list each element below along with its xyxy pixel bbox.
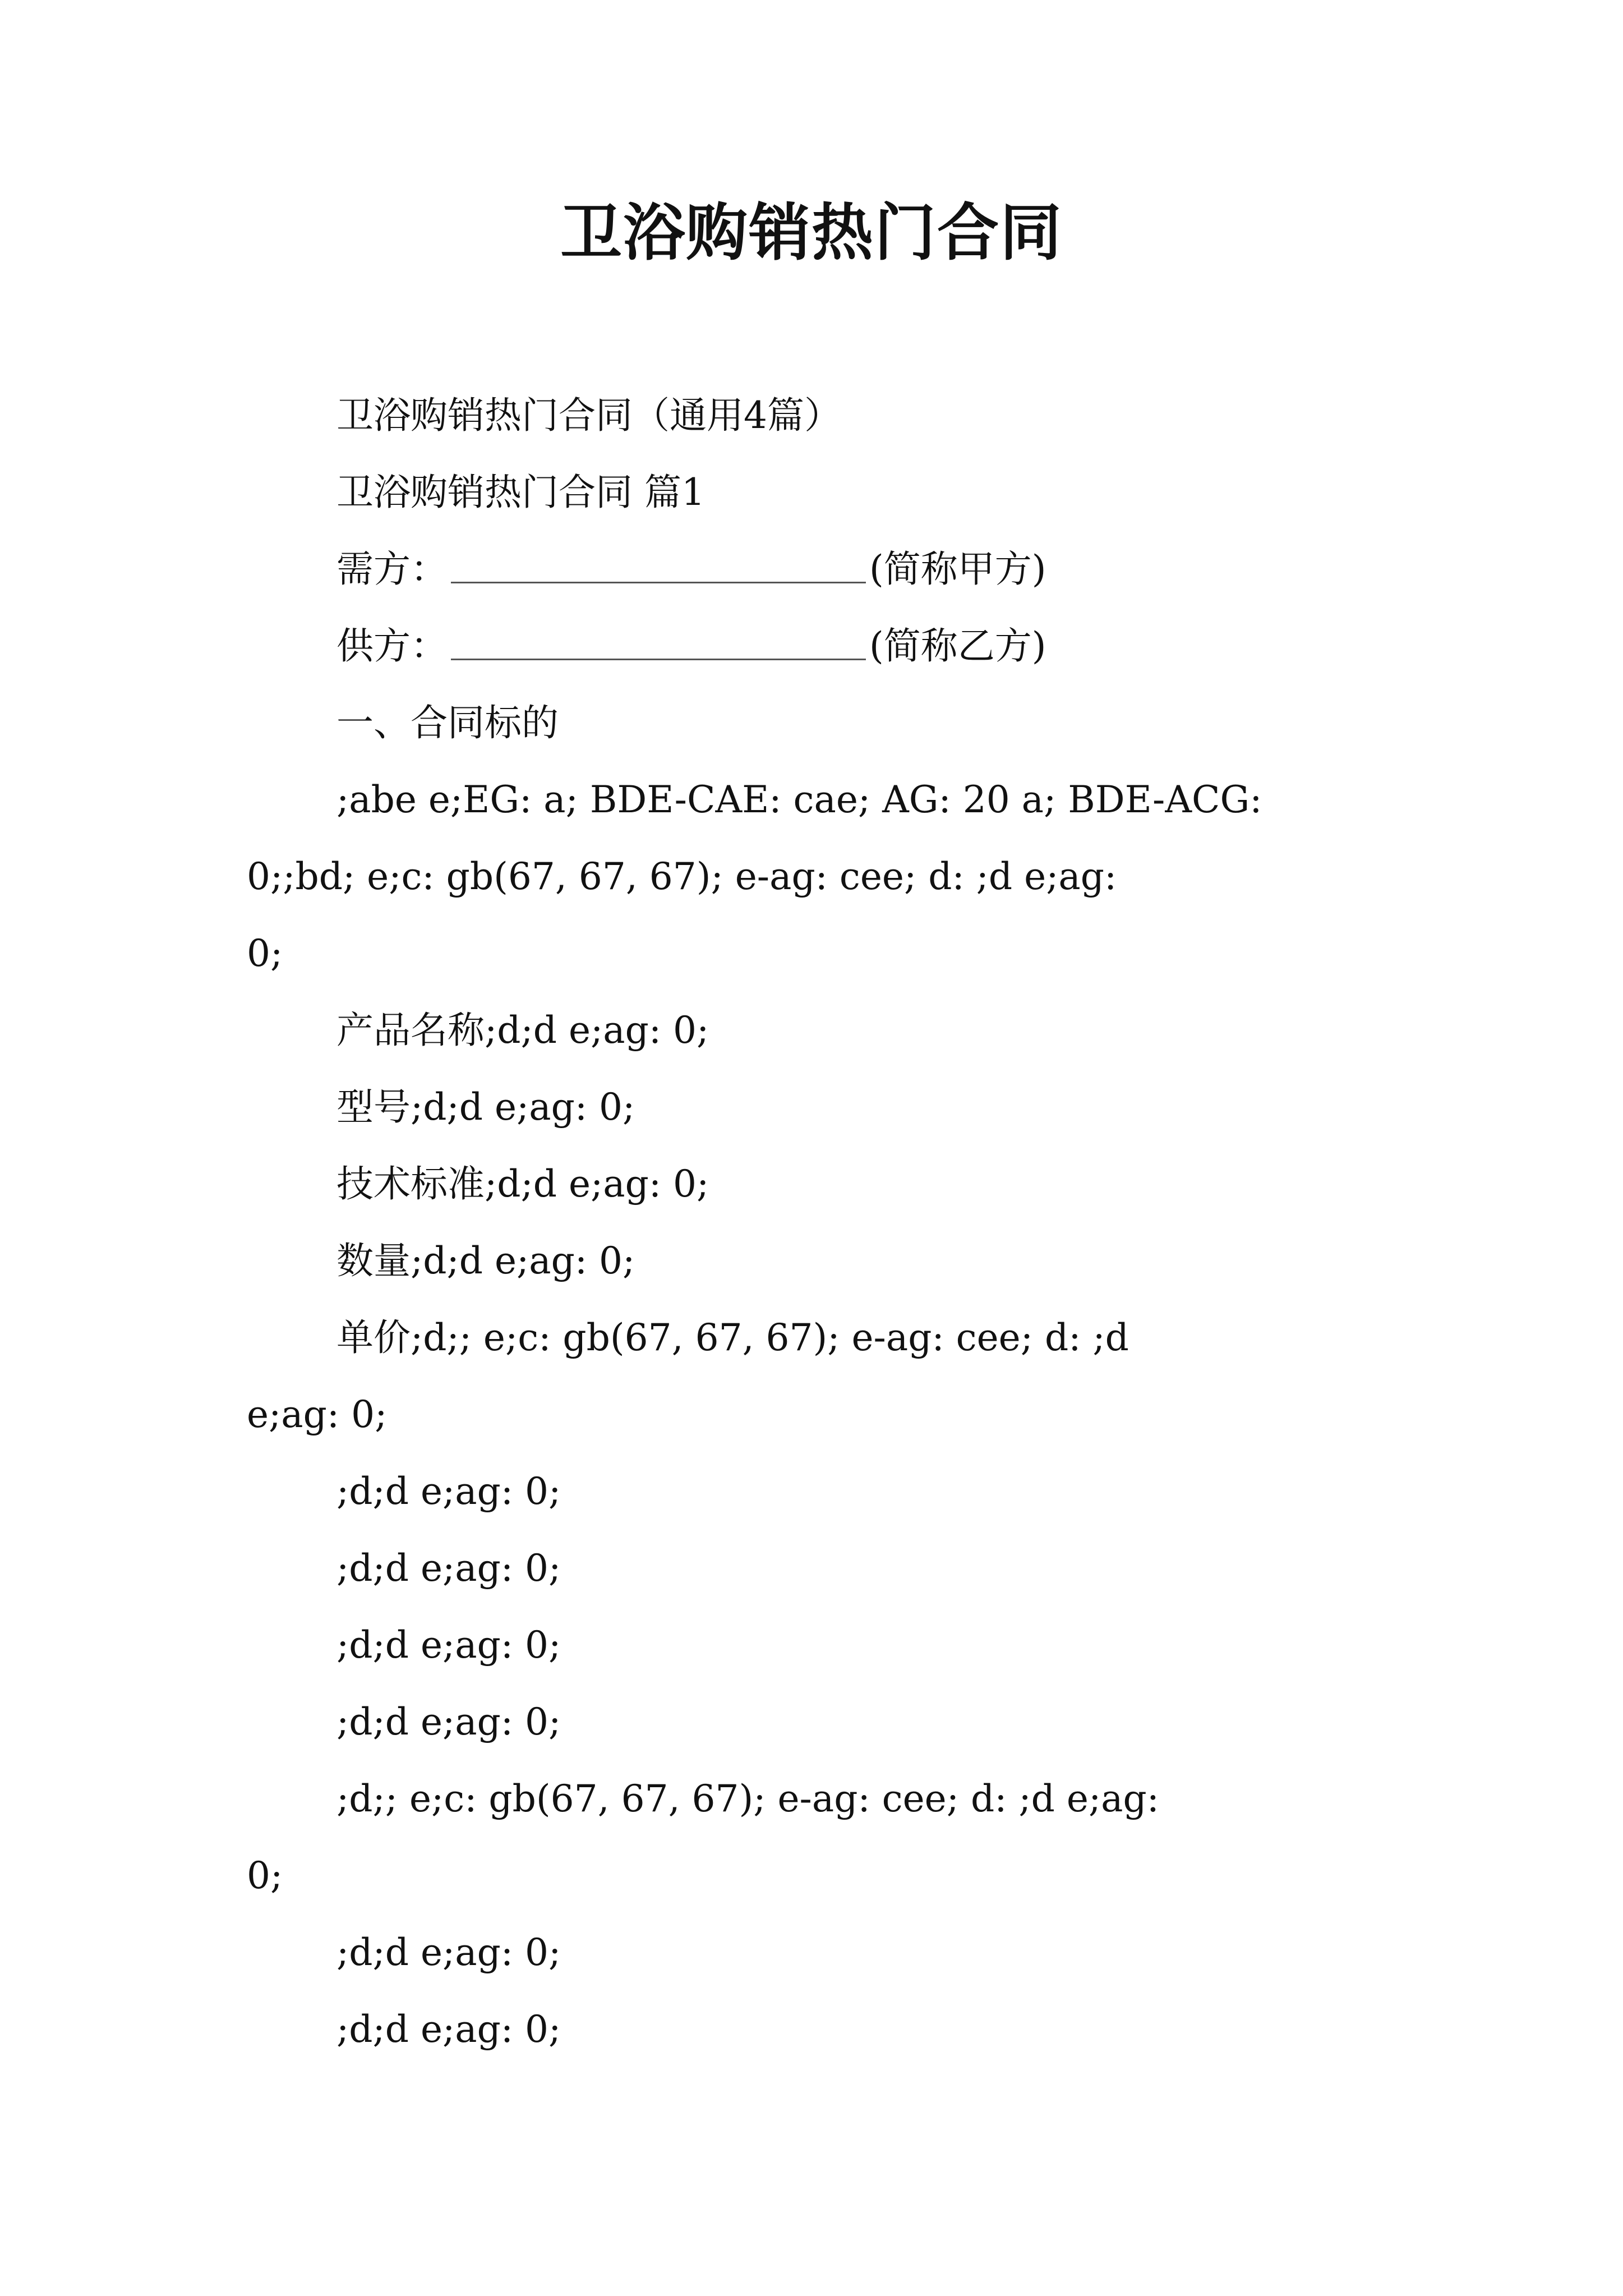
garbled-line: 0; [247,1854,283,1897]
item-line: ;d;d e;ag: 0; [336,2008,561,2051]
product-name-line: 产品名称;d;d e;ag: 0; [336,1009,709,1052]
subtitle-line: 卫浴购销热门合同（通用4篇） [336,394,841,437]
tech-standard-line: 技术标准;d;d e;ag: 0; [336,1162,709,1205]
document-body [247,377,1402,2068]
unit-price-line: 单价;d;; e;c: gb(67, 67, 67); e-ag: cee; d: ;d [336,1316,1129,1359]
garbled-line: ;abe e;EG: a; BDE-CAE: cae; AG: 20 a; BDE-ACG: [336,778,1262,821]
supply-party-suffix: (简称乙方) [869,624,1046,668]
chapter-heading: 卫浴购销热门合同 篇1 [336,471,705,514]
supply-party-label: 供方： [336,624,448,668]
item-line: ;d;d e;ag: 0; [336,1470,561,1513]
item-line: ;d;d e;ag: 0; [336,1931,561,1974]
demand-party-blank [451,579,866,583]
item-line: ;d;d e;ag: 0; [336,1547,561,1590]
unit-price-line: e;ag: 0; [247,1393,388,1436]
quantity-line: 数量;d;d e;ag: 0; [336,1239,635,1282]
supply-party-blank [451,656,866,660]
garbled-line: 0; [247,932,283,975]
model-line: 型号;d;d e;ag: 0; [336,1085,635,1129]
demand-party-label: 需方： [336,547,448,591]
demand-party-suffix: (简称甲方) [869,547,1046,591]
garbled-line: 0;;bd; e;c: gb(67, 67, 67); e-ag: cee; d: ;d e;ag: [247,855,1117,898]
document-title: 卫浴购销热门合同 [560,196,1063,269]
section-heading: 一、合同标的 [336,701,559,744]
item-line: ;d;d e;ag: 0; [336,1700,561,1743]
item-line: ;d;d e;ag: 0; [336,1623,561,1667]
garbled-line: ;d;; e;c: gb(67, 67, 67); e-ag: cee; d: ;d e;ag: [336,1777,1160,1820]
demand-party-line [247,531,1402,608]
supply-party-line [247,608,1402,684]
